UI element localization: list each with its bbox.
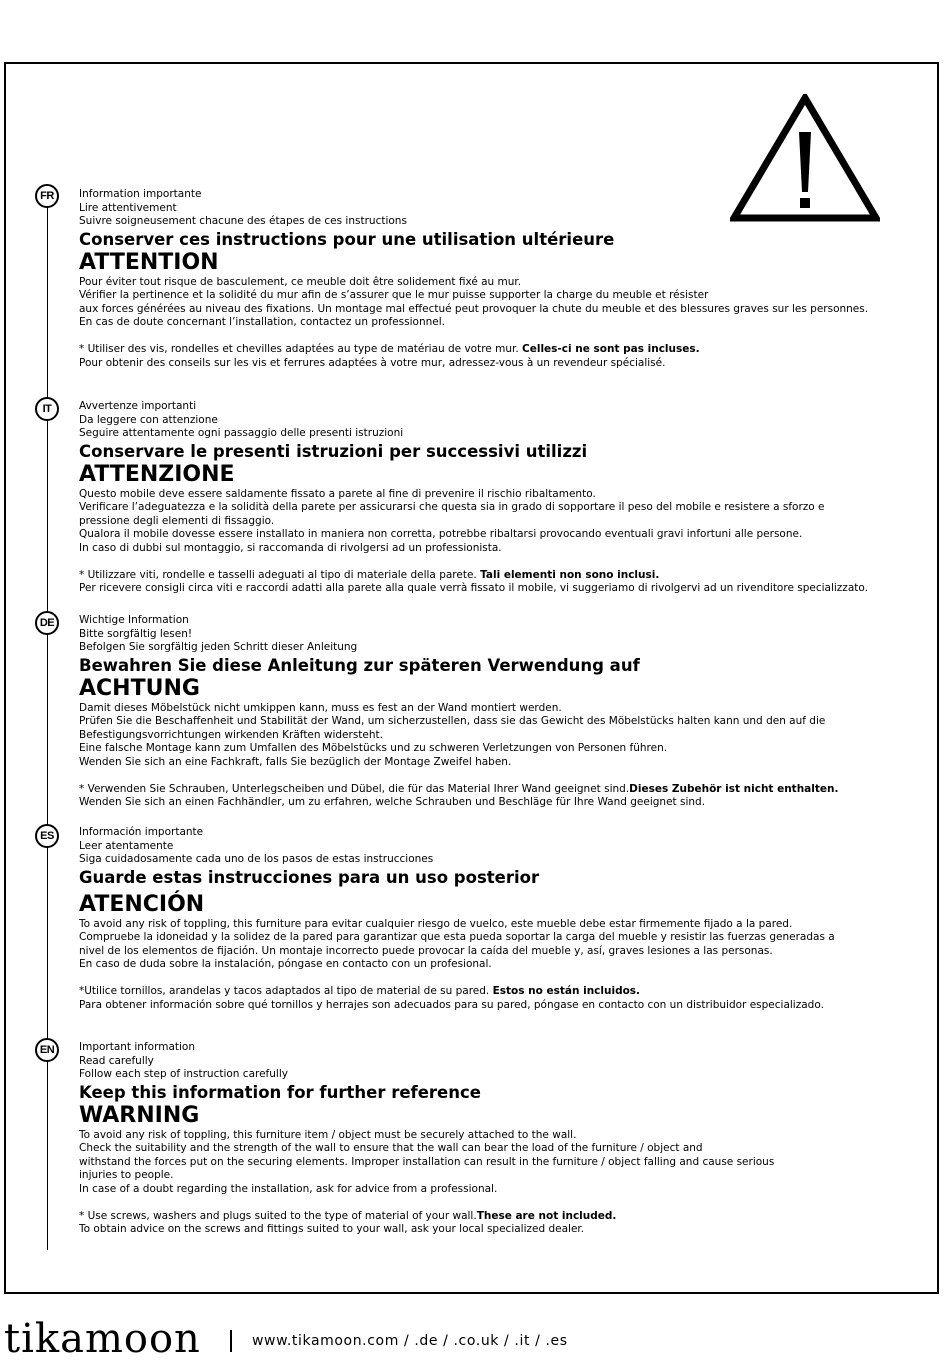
- language-badge-fr: FR: [35, 184, 59, 208]
- intro-line: Suivre soigneusement chacune des étapes de ces instructions: [79, 215, 407, 227]
- advice-line: Wenden Sie sich an einen Fachhändler, um zu erfahren, welche Schrauben und Beschläge für Ihre Wand geeignet sind.: [79, 796, 706, 808]
- section-subtitle: Bewahren Sie diese Anleitung zur späteren Verwendung auf: [79, 655, 640, 675]
- footer-website: www.tikamoon.com / .de / .co.uk / .it / .es: [252, 1333, 568, 1349]
- note-bold: Tali elementi non sono inclusi.: [480, 568, 660, 581]
- note-line: *Utilice tornillos, arandelas y tacos adaptados al tipo de material de su pared. Estos no están incluidos.: [79, 985, 641, 997]
- intro-line: Información importante: [79, 826, 204, 838]
- intro-line: Da leggere con attenzione: [79, 413, 218, 426]
- section-fr: [79, 188, 909, 370]
- body-line: To avoid any risk of toppling, this furniture para evitar cualquier riesgo de vuelco, este mueble debe estar firmemente fijado a la pared.: [79, 917, 793, 930]
- language-badge-de: DE: [35, 611, 59, 635]
- section-body: [79, 702, 909, 810]
- intro-line: Seguire attentamente ogni passaggio delle presenti istruzioni: [79, 427, 404, 439]
- body-line: Prüfen Sie die Beschaffenheit und Stabilität der Wand, um sicherzustellen, dass sie das Gewicht des Möbelstücks halten kann und den auf die: [79, 715, 826, 727]
- section-heading: ATENCIÓN: [79, 891, 205, 917]
- intro-line: Important information: [79, 1041, 195, 1053]
- section-body: [79, 1129, 909, 1237]
- section-heading: ACHTUNG: [79, 675, 200, 701]
- section-subtitle: Conserver ces instructions pour une utilisation ultérieure: [79, 229, 615, 249]
- note-line: * Verwenden Sie Schrauben, Unterlegscheiben und Dübel, die für das Material Ihrer Wand geeignet sind.Dieses Zubehör ist nicht enthalten.: [79, 782, 839, 795]
- section-en: [79, 1041, 909, 1237]
- section-subtitle: Keep this information for further reference: [79, 1082, 481, 1102]
- section-heading: WARNING: [79, 1102, 200, 1128]
- body-line: pressione degli elementi di fissaggio.: [79, 514, 275, 527]
- body-line: In caso di dubbi sul montaggio, si raccomanda di rivolgersi ad un professionista.: [79, 541, 502, 554]
- body-line: Qualora il mobile dovesse essere installato in maniera non corretta, potrebbe ribaltarsi provocando eventuali gravi infortuni alle persone.: [79, 528, 803, 540]
- body-line: Damit dieses Möbelstück nicht umkippen kann, muss es fest an der Wand montiert werden.: [79, 701, 562, 714]
- section-de: [79, 614, 909, 810]
- intro-line: Lire attentivement: [79, 201, 177, 214]
- body-line: Compruebe la idoneidad y la solidez de la pared para garantizar que esta pueda soportar la carga del mueble y resistir las fuerzas generadas a: [79, 931, 835, 943]
- intro-line: Siga cuidadosamente cada uno de los pasos de estas instrucciones: [79, 853, 434, 865]
- language-badge-es: ES: [35, 824, 59, 848]
- section-heading: ATTENZIONE: [79, 461, 235, 487]
- body-line: Verificare l’adeguatezza e la solidità della parete per assicurarsi che questa sia in grado di sopportare il peso del mobile e resistere a sforzo e: [79, 501, 825, 513]
- advice-line: Pour obtenir des conseils sur les vis et ferrures adaptées à votre mur, adressez-vous à un revendeur spécialisé.: [79, 356, 666, 369]
- section-it: [79, 400, 909, 596]
- language-badge-it: IT: [35, 397, 59, 421]
- intro-line: Leer atentamente: [79, 839, 174, 852]
- body-line: aux forces générées au niveau des fixations. Un montage mal effectué peut provoquer la chute du meuble et des blessures graves sur les personnes.: [79, 302, 869, 315]
- body-line: En caso de duda sobre la instalación, póngase en contacto con un profesional.: [79, 958, 492, 970]
- section-body: [79, 488, 909, 596]
- body-line: Vérifier la pertinence et la solidité du mur afin de s’assurer que le mur puisse supporter la charge du meuble et résister: [79, 289, 709, 301]
- body-line: Wenden Sie sich an eine Fachkraft, falls Sie bezüglich der Montage Zweifel haben.: [79, 755, 512, 768]
- footer-divider: [230, 1330, 232, 1352]
- section-subtitle: Conservare le presenti istruzioni per successivi utilizzi: [79, 441, 588, 461]
- intro-line: Wichtige Information: [79, 614, 189, 626]
- intro-line: Avvertenze importanti: [79, 400, 197, 412]
- body-line: nivel de los elementos de fijación. Un montaje incorrecto puede provocar la caída del mueble y, así, graves lesiones a las personas.: [79, 944, 773, 957]
- body-line: To avoid any risk of toppling, this furniture item / object must be securely attached to the wall.: [79, 1128, 577, 1141]
- language-timeline: [47, 205, 48, 1250]
- section-es: [79, 826, 909, 1012]
- advice-line: Per ricevere consigli circa viti e raccordi adatti alla parete alla quale verrà fissato il mobile, vi suggeriamo di rivolgervi ad un rivenditore specializzato.: [79, 582, 868, 594]
- intro-line: Information importante: [79, 188, 202, 200]
- body-line: Eine falsche Montage kann zum Umfallen des Möbelstücks und zu schweren Verletzungen von Personen führen.: [79, 742, 668, 754]
- body-line: En cas de doute concernant l’installation, contactez un professionnel.: [79, 316, 445, 328]
- brand-logo: tikamoon: [4, 1316, 201, 1362]
- body-line: Pour éviter tout risque de basculement, ce meuble doit être solidement fixé au mur.: [79, 275, 522, 288]
- advice-line: Para obtener información sobre qué tornillos y herrajes son adecuados para su pared, póngase en contacto con un distribuidor especializado.: [79, 998, 824, 1011]
- section-body: [79, 276, 909, 371]
- note-bold: Celles-ci ne sont pas incluses.: [522, 343, 700, 355]
- body-line: Befestigungsvorrichtungen wirkenden Kräften widersteht.: [79, 728, 383, 741]
- section-subtitle: Guarde estas instrucciones para un uso posterior: [79, 867, 540, 887]
- body-line: Questo mobile deve essere saldamente fissato a parete al fine di prevenire il rischio ribaltamento.: [79, 487, 596, 500]
- note-bold: Dieses Zubehör ist nicht enthalten.: [629, 782, 839, 795]
- note-line: * Use screws, washers and plugs suited to the type of material of your wall.These are not included.: [79, 1209, 617, 1222]
- note-bold: These are not included.: [476, 1209, 617, 1222]
- note-bold: Estos no están incluidos.: [492, 985, 641, 997]
- body-line: In case of a doubt regarding the installation, ask for advice from a professional.: [79, 1182, 498, 1195]
- note-line: * Utiliser des vis, rondelles et chevilles adaptées au type de matériau de votre mur. Celles-ci ne sont pas incluses.: [79, 343, 700, 355]
- language-badge-en: EN: [35, 1038, 59, 1062]
- advice-line: To obtain advice on the screws and fittings suited to your wall, ask your local specialized dealer.: [79, 1223, 585, 1235]
- section-heading: ATTENTION: [79, 249, 219, 275]
- body-line: Check the suitability and the strength of the wall to ensure that the wall can bear the load of the furniture / object and: [79, 1142, 703, 1154]
- body-line: withstand the forces put on the securing elements. Improper installation can result in the furniture / object falling and cause serious: [79, 1155, 775, 1168]
- intro-line: Follow each step of instruction carefully: [79, 1068, 288, 1080]
- section-body: [79, 918, 909, 1013]
- intro-line: Bitte sorgfältig lesen!: [79, 627, 193, 640]
- note-line: * Utilizzare viti, rondelle e tasselli adeguati al tipo di materiale della parete. Tali elementi non sono inclusi.: [79, 568, 660, 581]
- intro-line: Befolgen Sie sorgfältig jeden Schritt dieser Anleitung: [79, 641, 358, 653]
- body-line: injuries to people.: [79, 1169, 174, 1181]
- intro-line: Read carefully: [79, 1054, 154, 1067]
